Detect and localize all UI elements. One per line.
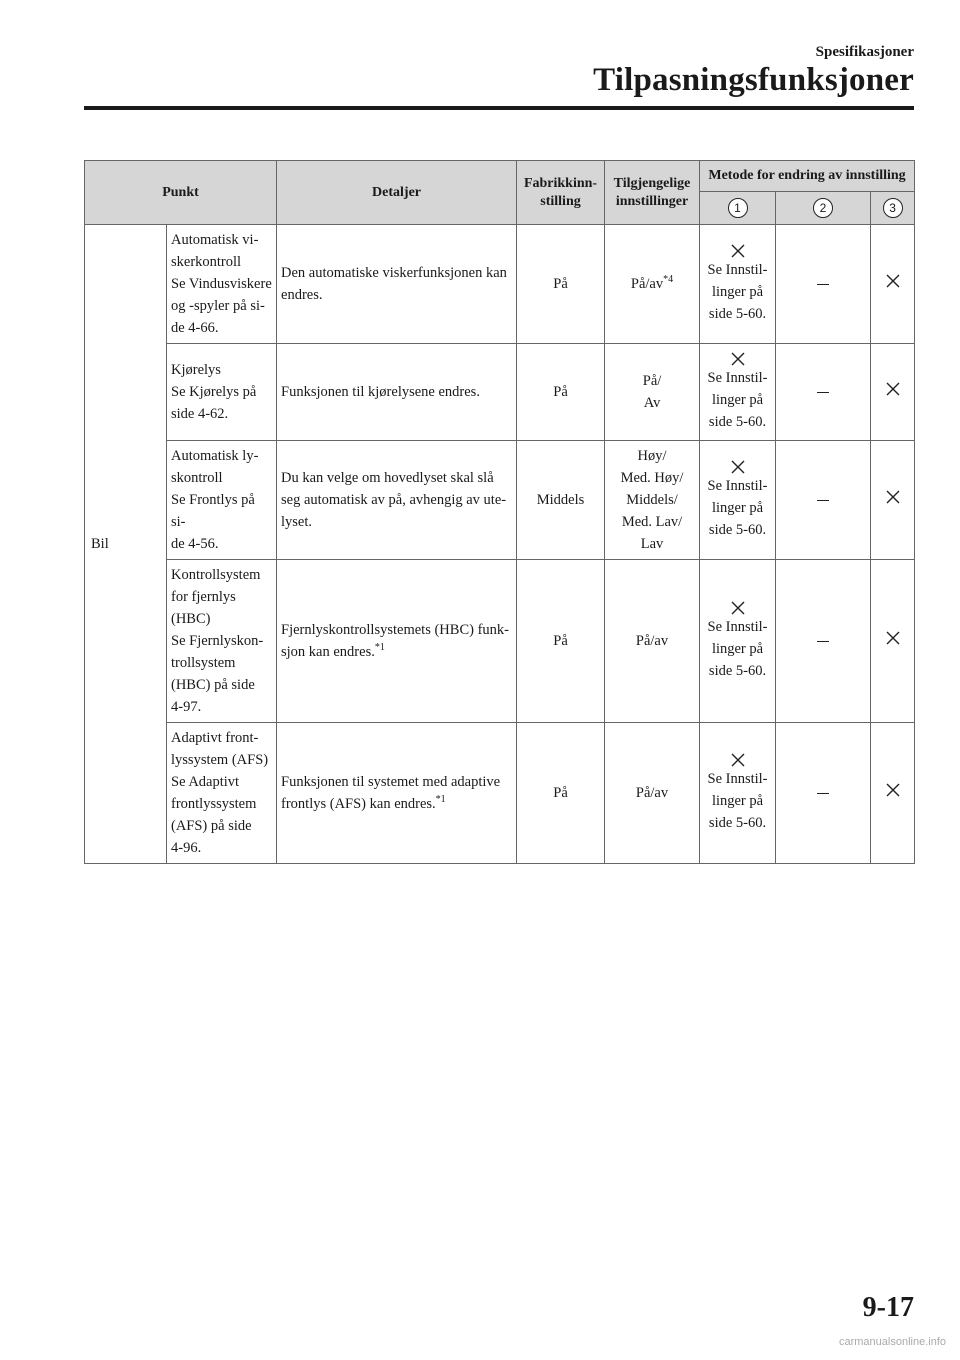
- method-2-cell: [776, 225, 871, 344]
- method-3-cell: [871, 723, 915, 864]
- dash-icon: [817, 793, 829, 795]
- method-3-cell: [871, 441, 915, 560]
- settings-reference: Se Innstil- linger på side 5-60.: [707, 771, 768, 831]
- dash-icon: [817, 641, 829, 643]
- cross-icon: [885, 489, 901, 505]
- row-punkt: Automatisk ly- skontroll Se Frontlys på si- de 4-56.: [167, 441, 277, 560]
- row-punkt: Adaptivt front- lyssystem (AFS) Se Adaptivt frontlyssystem (AFS) på side 4-96.: [167, 723, 277, 864]
- row-tilgjengelige: $På/av^{*4}$: [605, 225, 700, 344]
- page-number: 9-17: [862, 1292, 914, 1323]
- col-header-fabrikk: Fabrikkinn- stilling: [517, 161, 605, 225]
- table-row: [85, 225, 915, 344]
- cross-icon: [885, 782, 901, 798]
- table-row: [85, 723, 915, 864]
- cross-icon: [730, 600, 746, 616]
- footnote-mark: *1: [374, 642, 385, 654]
- row-detaljer: Den automatiske viskerfunksjonen kan endres.: [277, 225, 517, 344]
- col-header-metode: Metode for endring av innstilling: [700, 161, 915, 192]
- cross-icon: [885, 381, 901, 397]
- row-detaljer: Fjernlyskontrollsystemets (HBC) funk- sjon kan endres.$^{*1}$: [277, 560, 517, 723]
- dash-icon: [817, 392, 829, 394]
- row-punkt: Automatisk vi- skerkontroll Se Vindusviskere og -spyler på si- de 4-66.: [167, 225, 277, 344]
- dash-icon: [817, 500, 829, 502]
- circled-number-1-icon: 1: [728, 198, 748, 218]
- method-3-cell: [871, 344, 915, 441]
- cross-icon: [730, 243, 746, 259]
- row-punkt: Kjørelys Se Kjørelys på side 4-62.: [167, 344, 277, 441]
- method-2-cell: [776, 723, 871, 864]
- section-title: Spesifikasjoner: [815, 44, 914, 60]
- row-tilgjengelige: På/ Av: [605, 344, 700, 441]
- col-header-punkt: Punkt: [85, 161, 277, 225]
- row-tilgjengelige: På/av: [605, 560, 700, 723]
- row-punkt: Kontrollsystem for fjernlys (HBC) Se Fjernlyskon- trollsystem (HBC) på side 4-97.: [167, 560, 277, 723]
- col-header-detaljer: Detaljer: [277, 161, 517, 225]
- method-1-cell: [700, 344, 776, 441]
- cross-icon: [730, 752, 746, 768]
- cross-icon: [730, 351, 746, 367]
- footer-watermark: carmanualsonline.info: [838, 1336, 946, 1348]
- method-2-cell: [776, 344, 871, 441]
- circled-number-2-icon: 2: [813, 198, 833, 218]
- row-fabrikk: På: [517, 723, 605, 864]
- col-header-tilgjengelige: Tilgjengelige innstillinger: [605, 161, 700, 225]
- method-2-cell: [776, 560, 871, 723]
- row-detaljer: Du kan velge om hovedlyset skal slå seg automatisk av på, avhengig av ute- lyset.: [277, 441, 517, 560]
- row-detaljer: Funksjonen til systemet med adaptive frontlys (AFS) kan endres.$^{*1}$: [277, 723, 517, 864]
- table-row: [85, 560, 915, 723]
- row-fabrikk: På: [517, 225, 605, 344]
- table-row: [85, 344, 915, 441]
- group-label-bil: Bil: [85, 225, 167, 864]
- cross-icon: [885, 630, 901, 646]
- method-1-cell: [700, 723, 776, 864]
- cross-icon: [730, 459, 746, 475]
- row-fabrikk: På: [517, 344, 605, 441]
- row-fabrikk: Middels: [517, 441, 605, 560]
- row-tilgjengelige: Høy/ Med. Høy/ Middels/ Med. Lav/ Lav: [605, 441, 700, 560]
- header-rule: [84, 106, 914, 110]
- method-3-cell: [871, 560, 915, 723]
- settings-reference: Se Innstil- linger på side 5-60.: [707, 619, 768, 679]
- method-1-cell: [700, 225, 776, 344]
- settings-reference: Se Innstil- linger på side 5-60.: [707, 370, 768, 430]
- settings-reference: Se Innstil- linger på side 5-60.: [707, 262, 768, 322]
- method-2-cell: [776, 441, 871, 560]
- chapter-title: Tilpasningsfunksjoner: [593, 62, 914, 98]
- cross-icon: [885, 273, 901, 289]
- row-tilgjengelige: På/av: [605, 723, 700, 864]
- footnote-mark: *1: [435, 794, 446, 806]
- footnote-mark: *4: [663, 274, 674, 286]
- method-3-cell: [871, 225, 915, 344]
- table-row: [85, 441, 915, 560]
- method-1-cell: [700, 441, 776, 560]
- dash-icon: [817, 284, 829, 286]
- method-1-cell: [700, 560, 776, 723]
- method-3-header: [871, 192, 915, 225]
- method-1-header: [700, 192, 776, 225]
- method-2-header: [776, 192, 871, 225]
- row-fabrikk: På: [517, 560, 605, 723]
- circled-number-3-icon: 3: [883, 198, 903, 218]
- row-detaljer: Funksjonen til kjørelysene endres.: [277, 344, 517, 441]
- settings-table: [84, 160, 915, 864]
- settings-reference: Se Innstil- linger på side 5-60.: [707, 478, 768, 538]
